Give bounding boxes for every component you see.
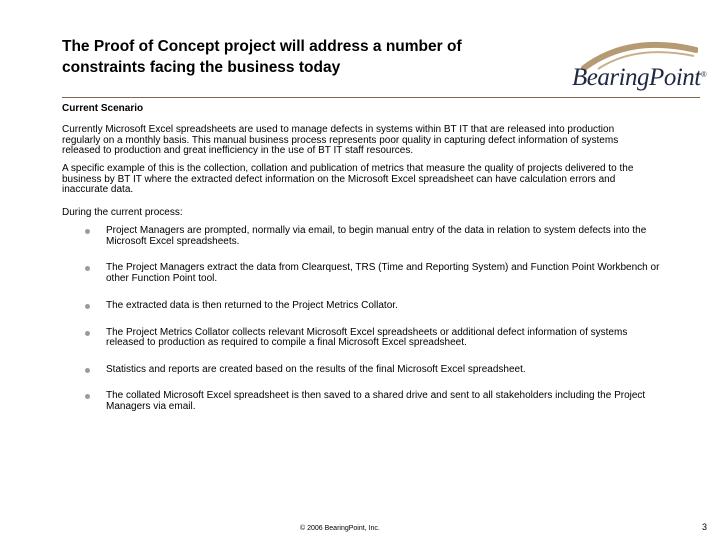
bullet-icon	[85, 331, 90, 336]
intro-paragraph: Currently Microsoft Excel spreadsheets are used to manage defects in systems within BT IT that are released into production regularly on a monthly basis. This manual business process represents poor quality in capturing defect information of systems released to production and great inefficiency in the use of BT IT staff resources.	[62, 124, 619, 156]
list-item: The collated Microsoft Excel spreadsheet is then saved to a shared drive and sent to all stakeholders including the Project Managers via email.	[62, 391, 662, 412]
bullet-icon	[85, 304, 90, 309]
bullet-icon	[85, 266, 90, 271]
list-item: The Project Managers extract the data from Clearquest, TRS (Time and Reporting System) and Function Point Workbench or other Function Point tool.	[62, 263, 662, 284]
bullet-icon	[85, 394, 90, 399]
list-item: The Project Metrics Collator collects relevant Microsoft Excel spreadsheets or additional defect information of systems released to production as required to compile a final Microsoft Excel spreadsheet.	[62, 328, 662, 349]
copyright-footer: © 2006 BearingPoint, Inc.	[300, 525, 380, 532]
list-item: Project Managers are prompted, normally via email, to begin manual entry of the data in relation to system defects into the Microsoft Excel spreadsheets.	[62, 226, 662, 247]
bearingpoint-logo	[568, 38, 707, 98]
header-divider	[62, 97, 700, 98]
page-number: 3	[702, 522, 708, 532]
bullet-icon	[85, 368, 90, 373]
process-bullet-list	[62, 226, 662, 412]
bullet-icon	[85, 229, 90, 234]
list-item: The extracted data is then returned to the Project Metrics Collator.	[62, 301, 662, 312]
example-paragraph: A specific example of this is the collection, collation and publication of metrics that measure the quality of projects delivered to the business by BT IT where the extracted defect information on the Microsoft Excel spreadsheet can have calculation errors and inaccurate data.	[62, 163, 634, 195]
logo-wordmark: BearingPoint®	[572, 64, 707, 91]
process-lead-in: During the current process:	[62, 207, 183, 218]
list-item: Statistics and reports are created based on the results of the final Microsoft Excel spreadsheet.	[62, 365, 662, 376]
slide-title: The Proof of Concept project will address a number of constraints facing the business today	[62, 38, 462, 76]
section-heading: Current Scenario	[62, 103, 144, 114]
